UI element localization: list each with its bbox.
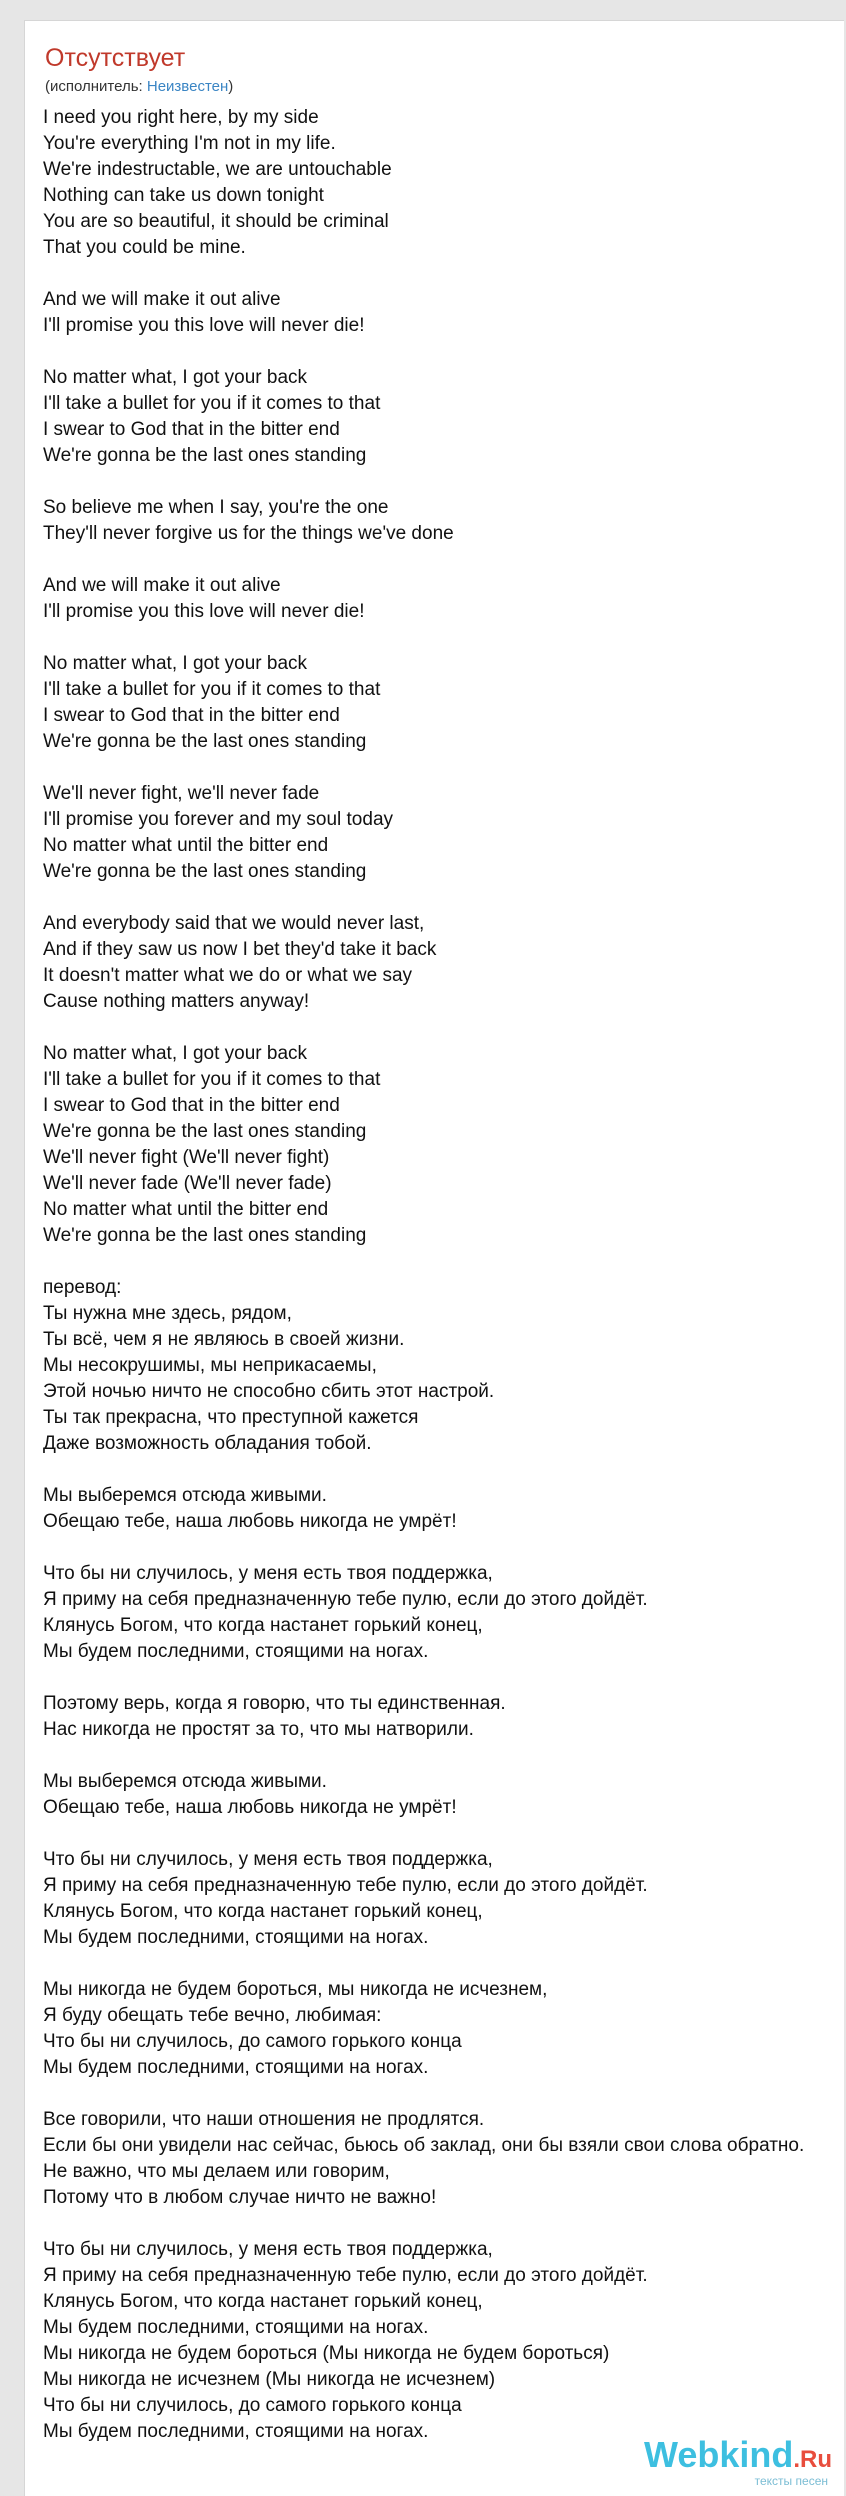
stanza-break [43, 1951, 843, 1977]
lyric-line: Нас никогда не простят за то, что мы натворили. [43, 1719, 474, 1740]
stanza-break [43, 885, 843, 911]
stanza-break [43, 1457, 843, 1483]
lyric-line: I'll take a bullet for you if it comes to that [43, 393, 381, 414]
lyric-line: Даже возможность обладания тобой. [43, 1433, 372, 1454]
lyric-line: Мы выберемся отсюда живыми. [43, 1771, 327, 1792]
lyric-line: Я приму на себя предназначенную тебе пулю, если до этого дойдёт. [43, 1875, 648, 1896]
lyric-line: Что бы ни случилось, у меня есть твоя поддержка, [43, 1849, 493, 1870]
lyric-line: I need you right here, by my side [43, 107, 319, 128]
lyrics-page [24, 20, 844, 2496]
stanza-break [43, 1535, 843, 1561]
lyric-line: Не важно, что мы делаем или говорим, [43, 2161, 390, 2182]
lyric-line: I swear to God that in the bitter end [43, 419, 340, 440]
lyric-line: Мы будем последними, стоящими на ногах. [43, 2317, 429, 2338]
lyric-line: I'll take a bullet for you if it comes to that [43, 1069, 381, 1090]
stanza-break [43, 1665, 843, 1691]
lyric-line: I'll promise you this love will never die! [43, 601, 365, 622]
lyric-line: And we will make it out alive [43, 289, 281, 310]
lyric-line: And if they saw us now I bet they'd take it back [43, 939, 437, 960]
lyric-line: Cause nothing matters anyway! [43, 991, 310, 1012]
lyric-line: Что бы ни случилось, у меня есть твоя поддержка, [43, 2239, 493, 2260]
lyric-line: Мы будем последними, стоящими на ногах. [43, 1641, 429, 1662]
lyric-line: Что бы ни случилось, до самого горького конца [43, 2395, 462, 2416]
lyric-line: I swear to God that in the bitter end [43, 705, 340, 726]
lyric-line: Обещаю тебе, наша любовь никогда не умрёт! [43, 1797, 457, 1818]
stanza-break [43, 1249, 843, 1275]
lyric-line: Я приму на себя предназначенную тебе пулю, если до этого дойдёт. [43, 1589, 648, 1610]
lyric-line: Что бы ни случилось, у меня есть твоя поддержка, [43, 1563, 493, 1584]
lyric-line: Клянусь Богом, что когда настанет горький конец, [43, 1615, 483, 1636]
lyric-line: Потому что в любом случае ничто не важно! [43, 2187, 437, 2208]
webkind-logo-text: Webkind [643, 2434, 794, 2475]
webkind-logo-tld: .Ru [793, 2446, 832, 2473]
lyric-line: No matter what, I got your back [43, 1043, 308, 1064]
lyric-line: We're gonna be the last ones standing [43, 1121, 367, 1142]
lyric-line: Мы никогда не исчезнем (Мы никогда не исчезнем) [43, 2369, 496, 2390]
lyric-line: So believe me when I say, you're the one [43, 497, 389, 518]
lyric-line: Мы выберемся отсюда живыми. [43, 1485, 327, 1506]
lyric-line: You're everything I'm not in my life. [43, 133, 336, 154]
lyric-line: No matter what until the bitter end [43, 1199, 329, 1220]
lyric-line: I'll promise you this love will never die! [43, 315, 365, 336]
stanza-break [43, 1743, 843, 1769]
lyric-line: I'll promise you forever and my soul today [43, 809, 394, 830]
stanza-break [43, 547, 843, 573]
lyric-line: Мы никогда не будем бороться (Мы никогда не будем бороться) [43, 2343, 610, 2364]
stanza-break [43, 469, 843, 495]
webkind-tagline: тексты песен [754, 2474, 828, 2488]
lyric-line: We'll never fight (We'll never fight) [43, 1147, 330, 1168]
lyric-line: Поэтому верь, когда я говорю, что ты единственная. [43, 1693, 506, 1714]
lyric-line: We're gonna be the last ones standing [43, 1225, 367, 1246]
artist-line [45, 77, 233, 97]
lyric-line: You are so beautiful, it should be criminal [43, 211, 389, 232]
artist-link[interactable]: Неизвестен [146, 78, 229, 95]
lyric-line: Ты всё, чем я не являюсь в своей жизни. [43, 1329, 405, 1350]
lyric-line: Ты так прекрасна, что преступной кажется [43, 1407, 419, 1428]
lyric-line: No matter what, I got your back [43, 653, 308, 674]
lyric-line: Этой ночью ничто не способно сбить этот настрой. [43, 1381, 495, 1402]
lyric-line: Клянусь Богом, что когда настанет горький конец, [43, 2291, 483, 2312]
stanza-break [43, 339, 843, 365]
lyric-line: We'll never fade (We'll never fade) [43, 1173, 332, 1194]
lyric-line: We're gonna be the last ones standing [43, 445, 367, 466]
lyric-line: Я буду обещать тебе вечно, любимая: [43, 2005, 382, 2026]
stanza-break [43, 2211, 843, 2237]
lyric-line: It doesn't matter what we do or what we say [43, 965, 413, 986]
lyric-line: I swear to God that in the bitter end [43, 1095, 340, 1116]
lyric-line: Мы будем последними, стоящими на ногах. [43, 2057, 429, 2078]
stanza-break [43, 261, 843, 287]
lyric-line: Клянусь Богом, что когда настанет горький конец, [43, 1901, 483, 1922]
stanza-break [43, 1821, 843, 1847]
lyric-line: No matter what, I got your back [43, 367, 308, 388]
lyric-line: I'll take a bullet for you if it comes to that [43, 679, 381, 700]
lyric-line: Мы будем последними, стоящими на ногах. [43, 2421, 429, 2442]
lyric-line: Nothing can take us down tonight [43, 185, 324, 206]
lyric-line: Мы будем последними, стоящими на ногах. [43, 1927, 429, 1948]
webkind-watermark[interactable] [644, 2436, 832, 2488]
stanza-break [43, 1015, 843, 1041]
lyric-line: We're indestructable, we are untouchable [43, 159, 392, 180]
lyric-line: We'll never fight, we'll never fade [43, 783, 320, 804]
lyric-line: They'll never forgive us for the things we've done [43, 523, 454, 544]
song-title: Отсутствует [45, 44, 186, 72]
lyric-line: Обещаю тебе, наша любовь никогда не умрёт! [43, 1511, 457, 1532]
lyric-line: We're gonna be the last ones standing [43, 861, 367, 882]
lyric-line: Мы никогда не будем бороться, мы никогда не исчезнем, [43, 1979, 548, 2000]
lyric-line: Мы несокрушимы, мы неприкасаемы, [43, 1355, 377, 1376]
lyric-line: And everybody said that we would never last, [43, 913, 425, 934]
lyric-line: перевод: [43, 1277, 122, 1298]
stanza-break [43, 755, 843, 781]
artist-suffix: ) [228, 78, 234, 95]
lyric-line: Что бы ни случилось, до самого горького конца [43, 2031, 462, 2052]
lyric-line: That you could be mine. [43, 237, 246, 258]
artist-prefix: (исполнитель: [45, 78, 147, 95]
lyrics-body [43, 105, 843, 2445]
lyric-line: And we will make it out alive [43, 575, 281, 596]
lyric-line: We're gonna be the last ones standing [43, 731, 367, 752]
lyric-line: Я приму на себя предназначенную тебе пулю, если до этого дойдёт. [43, 2265, 648, 2286]
lyric-line: Если бы они увидели нас сейчас, бьюсь об заклад, они бы взяли свои слова обратно. [43, 2135, 805, 2156]
lyric-line: Ты нужна мне здесь, рядом, [43, 1303, 292, 1324]
lyric-line: No matter what until the bitter end [43, 835, 329, 856]
webkind-logo [644, 2436, 832, 2479]
stanza-break [43, 625, 843, 651]
lyric-line: Все говорили, что наши отношения не продлятся. [43, 2109, 485, 2130]
stanza-break [43, 2081, 843, 2107]
